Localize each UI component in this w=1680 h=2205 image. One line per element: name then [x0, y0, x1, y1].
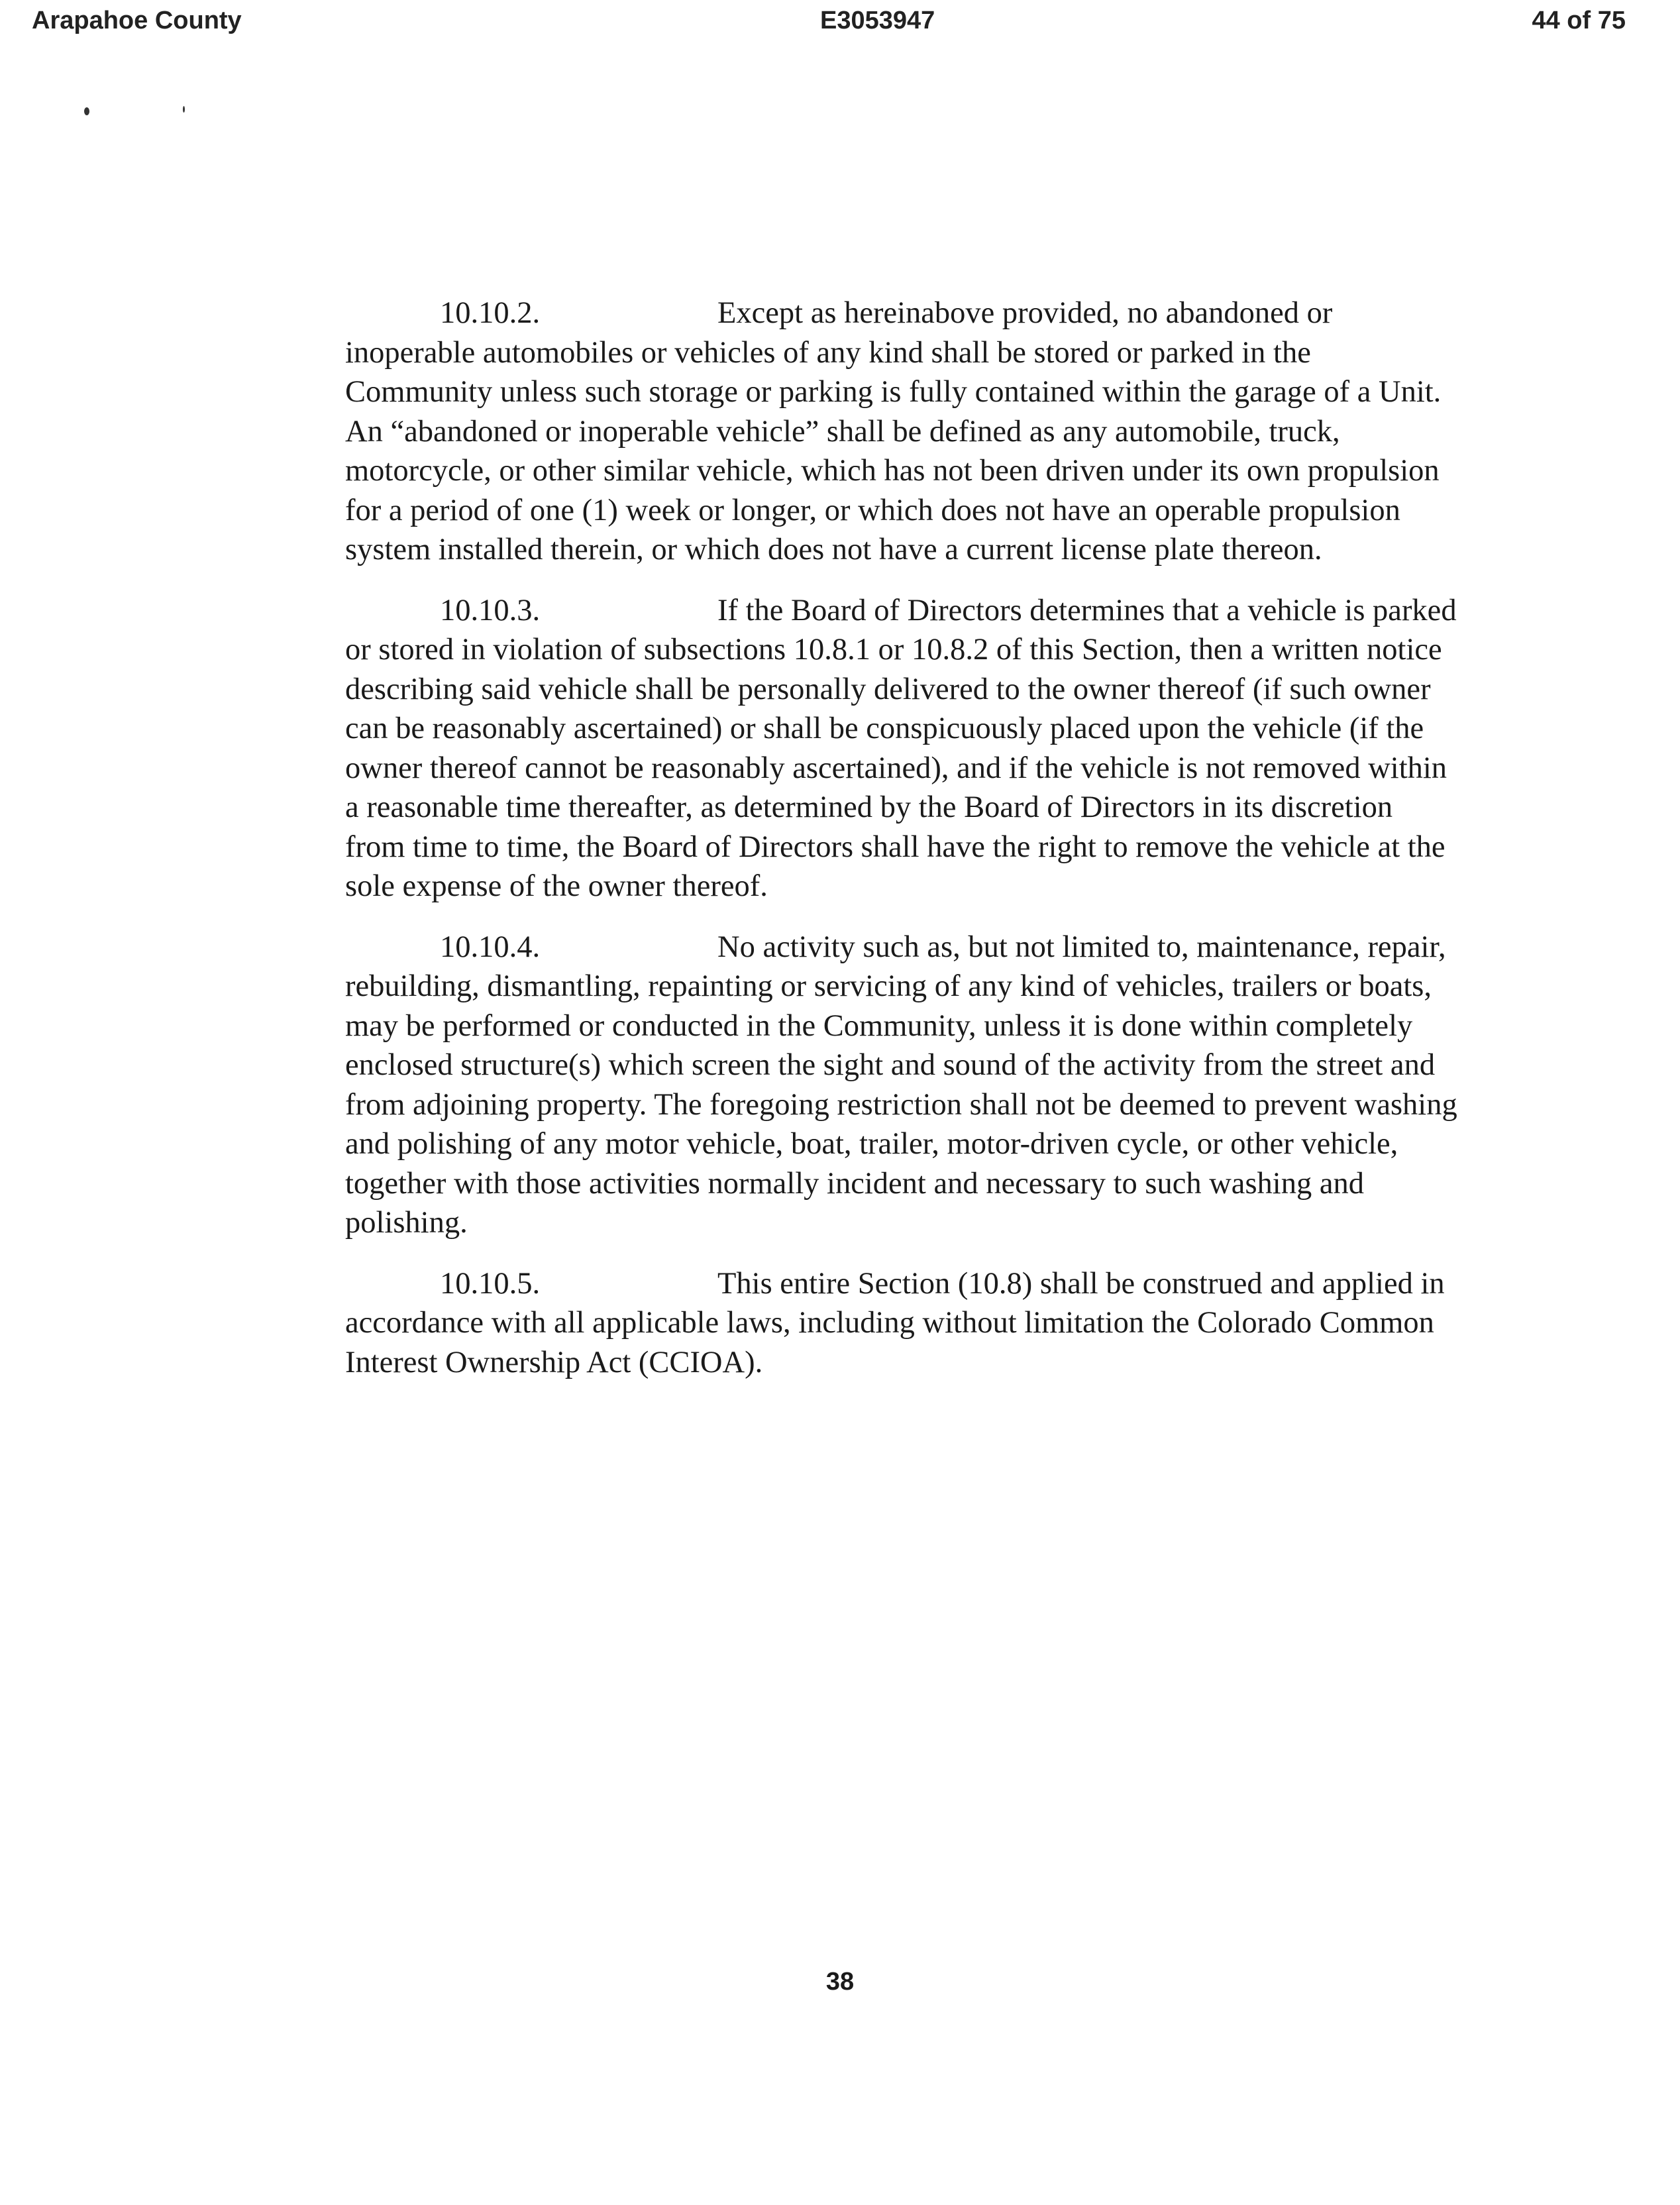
section-number: 10.10.4. — [440, 930, 541, 964]
section-10-10-2 — [345, 294, 1458, 570]
section-number: 10.10.2. — [440, 296, 541, 330]
county-name: Arapahoe County — [32, 7, 242, 34]
scan-speck — [183, 106, 185, 113]
section-text: No activity such as, but not limited to, maintenance, repair, rebuilding, dismantling, repainting or servicing of any kind of vehicles, trailers or boats, may be performed or conducted in the Community, unless it is done within completely enclosed structure(s) which screen the sight and sound of the activity from the street and from adjoining property. The foregoing restriction shall not be deemed to prevent washing and polishing of any motor vehicle, boat, trailer, motor-driven cycle, or other vehicle, together with those activities normally incident and necessary to such washing and polishing. — [345, 930, 1457, 1240]
document-body — [345, 294, 1458, 1403]
section-number: 10.10.3. — [440, 593, 541, 627]
scan-speck — [84, 107, 89, 115]
page-number: 38 — [825, 1968, 855, 1996]
reception-number: E3053947 — [820, 7, 935, 34]
section-10-10-5 — [345, 1264, 1458, 1383]
section-text: If the Board of Directors determines that a vehicle is parked or stored in violation of subsections 10.8.1 or 10.8.2 of this Section, then a written notice describing said vehicle shall be personally delivered to the owner thereof (if such owner can be reasonably ascertained) or shall be conspicuously placed upon the vehicle (if the owner thereof cannot be reasonably ascertained), and if the vehicle is not removed within a reasonable time thereafter, as determined by the Board of Directors in its discretion from time to time, the Board of Directors shall have the right to remove the vehicle at the sole expense of the owner thereof. — [345, 593, 1457, 903]
section-10-10-3 — [345, 591, 1458, 906]
page-of-count: 44 of 75 — [1532, 7, 1626, 34]
section-number: 10.10.5. — [440, 1266, 541, 1301]
section-10-10-4 — [345, 928, 1458, 1243]
section-text: This entire Section (10.8) shall be construed and applied in accordance with all applicable laws, including without limitation the Colorado Common Interest Ownership Act (CCIOA). — [345, 1266, 1445, 1379]
section-text: Except as hereinabove provided, no abandoned or inoperable automobiles or vehicles of any kind shall be stored or parked in the Community unless such storage or parking is fully contained within the garage of a Unit. An “abandoned or inoperable vehicle” shall be defined as any automobile, truck, motorcycle, or other similar vehicle, which has not been driven under its own propulsion for a period of one (1) week or longer, or which does not have an operable propulsion system installed therein, or which does not have a current license plate thereon. — [345, 296, 1442, 566]
